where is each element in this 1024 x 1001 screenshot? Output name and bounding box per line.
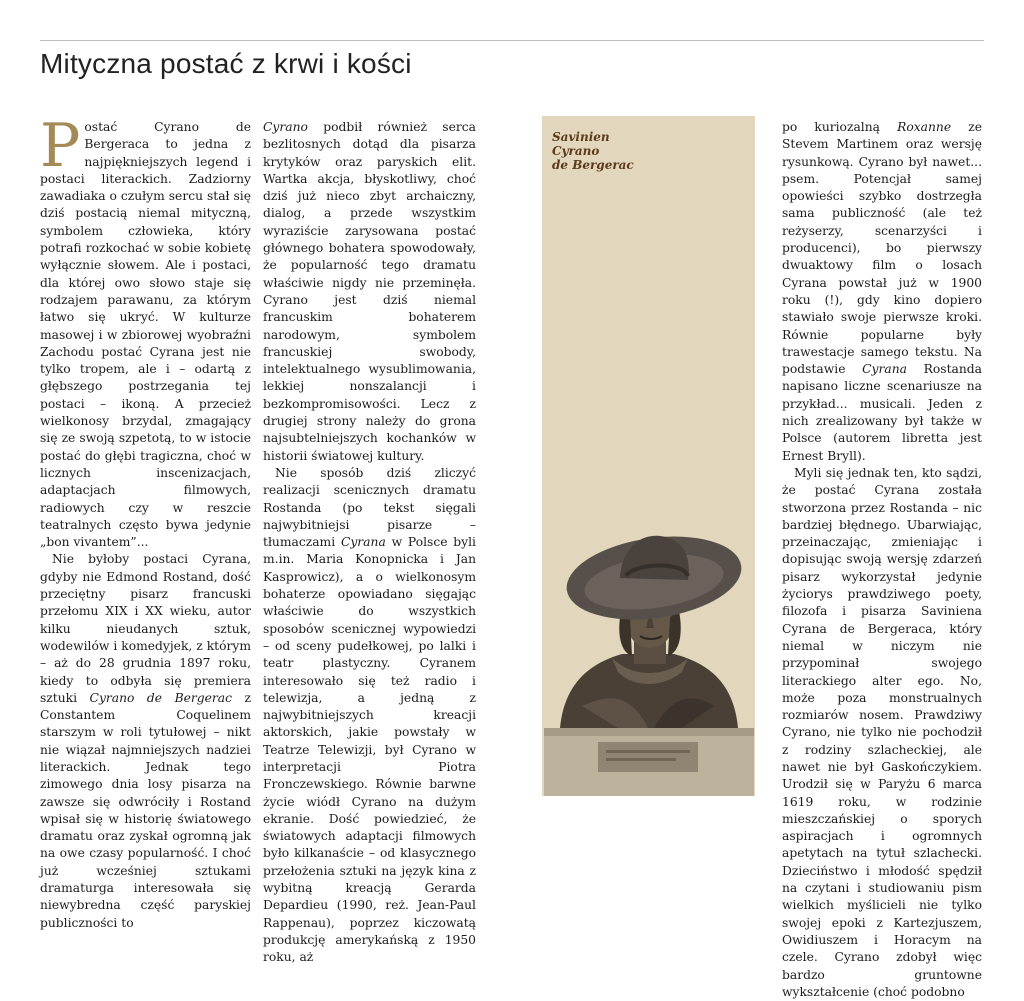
paragraph: Cyrano podbił również serca bezlitosnych dotąd dla pisarza krytyków oraz paryskich elit. Wartka akcja, błyskotliwy, choć dziś już nieco zbyt archaiczny, dialog, a przede wszystkim wyraziście zarysowana postać głównego bohatera spowodowały, że popularność tego dramatu właściwie nigdy nie przeminęła. Cyrano jest dziś niemal francuskim bohaterem narodowym, symbolem francuskiej swobody, intelektualnego wysublimowania, lekkiej nonszalancji i bezkompromisowości. Lecz z drugiej strony należy do grona najsubtelniejszych kochanków w historii światowej kultury. xyxy=(263,120,476,463)
paragraph: po kuriozalną Roxanne ze Stevem Martinem oraz wersję rysunkową. Cyrano był nawet... psem. Potencjał samej opowieści szybko dostrzegła sama publiczność (ale też reżyserzy, scenarzyści i producenci), bo pierwszy dwuaktowy film o losach Cyrana powstał już w 1900 roku (!), gdy kino dopiero stawiało swoje pierwsze kroki. Równie popularne były trawestacje samego tekstu. Na podstawie Cyrana Rostanda napisano liczne scenariusze na przykład... musicali. Jeden z nich zrealizowany był także w Polsce (autorem libretta jest Ernest Bryll). xyxy=(782,120,982,463)
paragraph: Nie byłoby postaci Cyrana, gdyby nie Edmond Rostand, dość przeciętny pisarz francuski przełomu XIX i XX wieku, autor kilku nieudanych sztuk, wodewilów i komedyjek, z którym – aż do 28 grudnia 1897 roku, kiedy to odbyła się premiera sztuki Cyrano de Bergerac z Constantem Coquelinem starszym w roli tytułowej – nikt nie wiązał najmniejszych nadziei literackich. Jednak tego zimowego dnia losy pisarza na zawsze się odwróciły i Rostand wpisał się w historię światowego dramatu oraz zyskał ogromną jak na owe czasy popularność. I choć już wcześniej sztukami dramaturga interesowała się niewybredna część paryskiej publiczności to xyxy=(40,552,251,930)
portrait-figure xyxy=(542,116,755,796)
text-column-3 xyxy=(782,119,982,1001)
paragraph: Myli się jednak ten, kto sądzi, że postać Cyrana została stworzona przez Rostanda – nic bardziej błędnego. Ubarwiając, przeinaczając, zmieniając i dopisując swoją wersję zdarzeń pisarz wykorzystał jedynie życiorys prawdziwego poety, filozofa i pisarza Saviniena Cyrana de Bergeraca, który niemal w niczym nie przypominał swojego literackiego alter ego. No, może poza monstrualnych rozmiarów nosem. Prawdziwy Cyrano, nie tylko nie pochodził z rodziny szlacheckiej, ale nawet nie był Gaskończykiem. Urodził się w Paryżu 6 marca 1619 roku, w rodzinie mieszczańskiej o sporych aspiracjach i ogromnych apetytach na tytuł szlachecki. Dzieciństwo i młodość spędził na czytani i studiowaniu pism wielkich myślicieli nie tylko swojej epoki z Kartezjuszem, Owidiuszem i Horacym na czele. Cyrano zdobył więc bardzo gruntowne wykształcenie (choć podobno xyxy=(782,465,982,999)
text-column-1 xyxy=(40,111,251,932)
article-title: Mityczna postać z krwi i kości xyxy=(40,48,412,79)
figure-caption: Savinien Cyrano de Bergerac xyxy=(552,130,634,172)
paragraph: Nie sposób dziś zliczyć realizacji scenicznych dramatu Rostanda (po tekst sięgali najwybitniejsi pisarze – tłumaczami Cyrana w Polsce byli m.in. Maria Konopnicka i Jan Kasprowicz), a o wielkonosym bohaterze opowiadano sięgając właściwie do wszystkich sposobów scenicznej wypowiedzi – od sceny pudełkowej, po lalki i teatr plastyczny. Cyranem interesowało się też radio i telewizja, a jedną z najwybitniejszych kreacji aktorskich, jakie powstały w Teatrze Telewizji, był Cyrano w interpretacji Piotra Fronczewskiego. Równie barwne życie wiódł Cyrano na dużym ekranie. Dość powiedzieć, że światowych adaptacji filmowych było kilkanaście – od klasycznego przełożenia sztuki na język kina z wybitną kreacją Gerarda Depardieu (1990, reż. Jean-Paul Rappenau), poprzez kiczowatą produkcję amerykańską z 1950 roku, aż xyxy=(263,465,476,965)
paragraph: Postać Cyrano de Bergeraca to jedna z najpiękniejszych legend i postaci literackich. Zadziorny zawadiaka o czułym sercu stał się dziś postacią niemal mityczną, symbolem człowieka, który potrafi rozkochać w sobie kobietę wyłącznie słowem. Ale i postaci, dla której owo słowo staje się rodzajem parawanu, za którym łatwo się ukryć. W kulturze masowej i w zbiorowej wyobraźni Zachodu postać Cyrana jest nie tylko tropem, ale i – odartą z głębszego postrzegania tej postaci – ikoną. A przecież wielkonosy brzydal, zmagający się ze swoją szpetotą, to w istocie postać do głębi tragiczna, choć w licznych inscenizacjach, adaptacjach filmowych, radiowych czy w reszcie teatralnych często bywa jedynie „bon vivantem”... xyxy=(40,111,251,550)
bust-sculpture-image xyxy=(542,506,755,796)
header-rule xyxy=(40,40,984,41)
drop-cap: P xyxy=(40,111,81,181)
text-column-2 xyxy=(263,119,476,967)
